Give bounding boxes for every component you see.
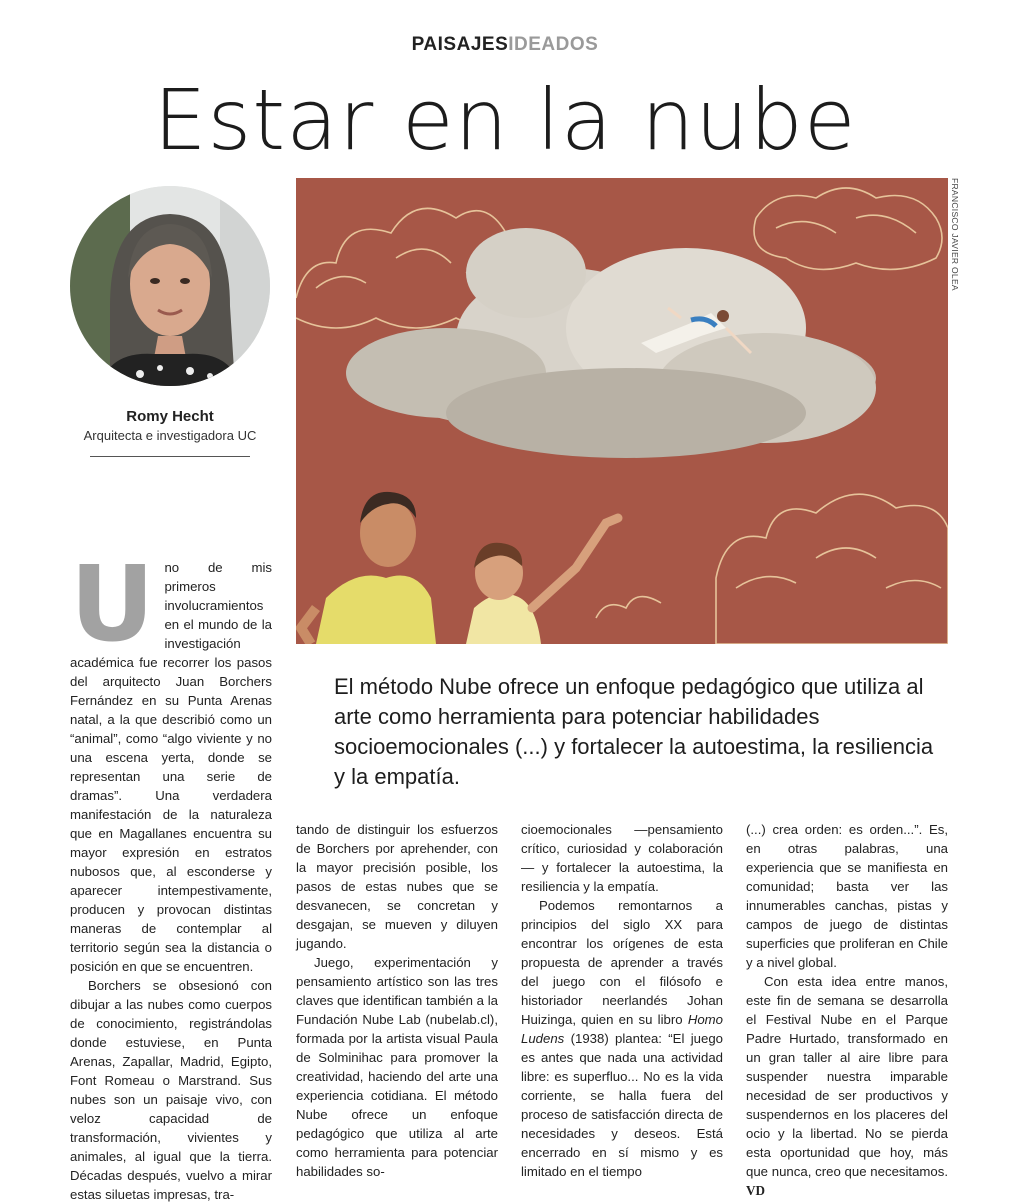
paragraph: (...) crea orden: es orden...”. Es, en otras palabras, una experiencia que se manifiesta en comunidad; basta ver las innumerables canchas, pistas y campos de juego de distintas superficies que proliferan en Chile y a nivel global. bbox=[746, 822, 948, 970]
paragraph: tando de distinguir los esfuerzos de Borchers por aprehender, con la mayor precisión posible, los pasos de estas nubes que se desvanecen, se concretan y desgajan, se mueven y diluyen jugando. bbox=[296, 822, 498, 951]
paragraph-text: Podemos remontarnos a principios del siglo XX para encontrar los orígenes de esta propuesta de aprender a través del juego con el filósofo e historiador neerlandés Johan Huizinga, quien en su libro bbox=[521, 898, 723, 1027]
paragraph bbox=[746, 972, 948, 1200]
body-column-4 bbox=[746, 820, 948, 1200]
children-figures bbox=[301, 492, 618, 644]
pull-quote: El método Nube ofrece un enfoque pedagógico que utiliza al arte como herramienta para potenciar habilidades socioemocionales (...) y fortalecer la autoestima, la resiliencia y la empatía. bbox=[334, 674, 934, 789]
author-portrait-drawing bbox=[70, 186, 270, 386]
author-portrait bbox=[70, 186, 270, 386]
section-tag-primary: PAISAJES bbox=[411, 34, 509, 55]
section-tag bbox=[0, 34, 1010, 56]
drop-cap: U bbox=[70, 543, 155, 665]
body-column-3 bbox=[521, 820, 723, 1181]
paragraph-text: Con esta idea entre manos, este fin de semana se desarrolla el Festival Nube en el Parque Padre Hurtado, transformado en un gran taller al aire libre para suspender nuestra imparable necesidad de ser productivos y suspendernos en los placeres del ocio y la libertad. No se pierda esta oportunidad que hoy, más que nunca, creo que necesitamos. bbox=[746, 974, 948, 1179]
body-column-1 bbox=[70, 543, 272, 1204]
section-tag-secondary: IDEADOS bbox=[508, 34, 599, 55]
photo-credit: FRANCISCO JAVIER OLEA bbox=[950, 178, 960, 291]
paragraph: cioemocionales —pensamiento crítico, curiosidad y colaboración— y fortalecer la autoestima, la resiliencia y la empatía. bbox=[521, 822, 723, 894]
cloud-illustration-drawing bbox=[296, 178, 948, 644]
paragraph: Borchers se obsesionó con dibujar a las nubes como cuerpos de conocimiento, registrándolas donde estuviese, en Punta Arenas, Zapallar, Madrid, Egipto, Font Romeau o Marstrand. Sus nubes son un paisaje vivo, con veloz capacidad de transformación, vivientes y animales, al igual que la tierra. Décadas después, vuelvo a mirar estas siluetas impresas, tra- bbox=[70, 978, 272, 1202]
paragraph: no de mis primeros involucramientos en el mundo de la investigación académica fue recorrer los pasos del arquitecto Juan Borchers Fernández en su Punta Arenas natal, a la que describió como un “animal”, como “algo viviente y no una escena yerta, donde se representan una serie de dramas”. Una verdadera manifestación de la naturaleza que en Magallanes encuentra su mayor expresión en estratos nubosos que, al esconderse y aparecer intempestivamente, producen y provocan distintas maneras de contemplar al territorio según sea la distancia o posición en que se encuentren. bbox=[70, 560, 272, 974]
author-divider bbox=[90, 456, 250, 457]
author-role: Arquitecta e investigadora UC bbox=[83, 428, 257, 443]
cloud-illustration bbox=[296, 178, 948, 644]
author-name: Romy Hecht bbox=[126, 408, 214, 425]
paragraph: Juego, experimentación y pensamiento artístico son las tres claves que identifican también a la Fundación Nube Lab (nubelab.cl), formada por la artista visual Paula de Solminihac para promover la creatividad, haciendo del arte una experiencia cotidiana. El método Nube ofrece un enfoque pedagógico que utiliza al arte como herramienta para potenciar habilidades so- bbox=[296, 955, 498, 1179]
paragraph-text: (1938) plantea: “El juego es antes que nada una actividad libre: es superfluo... No es la vida corriente, se halla fuera del proceso de satisfacción directa de necesidades y deseos. Está encerrado en sí mismo y es limitado en el tiempo bbox=[521, 1031, 723, 1179]
book-title: Homo Ludens bbox=[521, 1012, 723, 1046]
body-column-2 bbox=[296, 820, 498, 1181]
headline: Estar en la nube bbox=[153, 71, 857, 169]
signoff: VD bbox=[746, 1183, 766, 1198]
white-cloud bbox=[346, 228, 876, 458]
paragraph bbox=[521, 896, 723, 1181]
